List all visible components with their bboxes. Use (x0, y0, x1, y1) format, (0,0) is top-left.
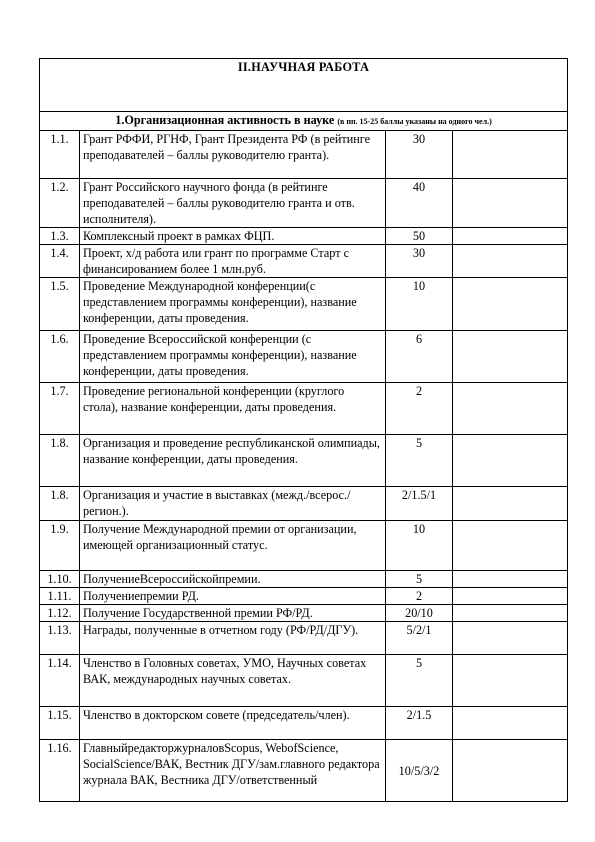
table-row (40, 707, 568, 740)
row-points: 5 (386, 435, 453, 487)
row-number: 1.11. (40, 588, 80, 605)
row-empty-cell (453, 228, 568, 245)
row-description: ПолучениеВсероссийскойпремии. (80, 571, 386, 588)
row-number: 1.15. (40, 707, 80, 740)
row-empty-cell (453, 245, 568, 278)
row-description: Комплексный проект в рамках ФЦП. (80, 228, 386, 245)
row-empty-cell (453, 487, 568, 521)
row-number: 1.14. (40, 655, 80, 707)
row-description: Грант РФФИ, РГНФ, Грант Президента РФ (в рейтинге преподавателей – баллы руководителю гранта). (80, 131, 386, 179)
row-number: 1.10. (40, 571, 80, 588)
table-row (40, 605, 568, 622)
row-points: 40 (386, 179, 453, 228)
row-description: Награды, полученные в отчетном году (РФ/РД/ДГУ). (80, 622, 386, 655)
table-row (40, 331, 568, 383)
row-points: 6 (386, 331, 453, 383)
row-points: 5/2/1 (386, 622, 453, 655)
row-description: Получениепремии РД. (80, 588, 386, 605)
table-row (40, 383, 568, 435)
row-points: 10/5/3/2 (386, 740, 453, 802)
table-row (40, 131, 568, 179)
table-row (40, 521, 568, 571)
row-empty-cell (453, 331, 568, 383)
row-points: 10 (386, 521, 453, 571)
scoring-table (39, 58, 568, 802)
row-points: 5 (386, 655, 453, 707)
table-row (40, 245, 568, 278)
row-points: 2/1.5/1 (386, 487, 453, 521)
table-row (40, 179, 568, 228)
row-points: 5 (386, 571, 453, 588)
row-number: 1.3. (40, 228, 80, 245)
row-description: ГлавныйредакторжурналовScopus, WebofScience, SocialScience/ВАК, Вестник ДГУ/зам.главного редактора журнала ВАК, Вестника ДГУ/ответственный (80, 740, 386, 802)
row-description: Проведение Всероссийской конференции (с представлением программы конференции), название конференции, даты проведения. (80, 331, 386, 383)
row-number: 1.2. (40, 179, 80, 228)
row-description: Получение Международной премии от организации, имеющей организационный статус. (80, 521, 386, 571)
row-description: Получение Государственной премии РФ/РД. (80, 605, 386, 622)
row-description: Проведение региональной конференции (круглого стола), название конференции, даты проведения. (80, 383, 386, 435)
subsection-note: (в пп. 15-25 баллы указаны на одного чел.) (337, 117, 492, 126)
row-empty-cell (453, 278, 568, 331)
row-points: 2 (386, 383, 453, 435)
table-row (40, 228, 568, 245)
table-row (40, 571, 568, 588)
row-points: 20/10 (386, 605, 453, 622)
table-row (40, 435, 568, 487)
row-empty-cell (453, 655, 568, 707)
row-number: 1.16. (40, 740, 80, 802)
row-number: 1.1. (40, 131, 80, 179)
table-row (40, 740, 568, 802)
row-number: 1.8. (40, 487, 80, 521)
row-points: 50 (386, 228, 453, 245)
row-description: Организация и проведение республиканской олимпиады, название конференции, даты проведения. (80, 435, 386, 487)
row-description: Проведение Международной конференции(с представлением программы конференции), название конференции, даты проведения. (80, 278, 386, 331)
row-empty-cell (453, 435, 568, 487)
row-number: 1.9. (40, 521, 80, 571)
row-empty-cell (453, 131, 568, 179)
table-row (40, 588, 568, 605)
subsection-row (40, 112, 568, 131)
table-row (40, 655, 568, 707)
row-description: Организация и участие в выставках (межд./всерос./регион.). (80, 487, 386, 521)
row-number: 1.8. (40, 435, 80, 487)
row-empty-cell (453, 383, 568, 435)
row-empty-cell (453, 605, 568, 622)
row-description: Проект, х/д работа или грант по программе Старт с финансированием более 1 млн.руб. (80, 245, 386, 278)
row-points: 2 (386, 588, 453, 605)
row-empty-cell (453, 588, 568, 605)
row-description: Членство в Головных советах, УМО, Научных советах ВАК, международных научных советах. (80, 655, 386, 707)
row-empty-cell (453, 571, 568, 588)
row-description: Грант Российского научного фонда (в рейтинге преподавателей – баллы руководителю гранта и отв. исполнителя). (80, 179, 386, 228)
row-points: 30 (386, 245, 453, 278)
table-row (40, 622, 568, 655)
table-row (40, 487, 568, 521)
row-number: 1.13. (40, 622, 80, 655)
subsection-title: 1.Организационная активность в науке (115, 113, 335, 127)
row-number: 1.12. (40, 605, 80, 622)
row-empty-cell (453, 740, 568, 802)
section-title: II.НАУЧНАЯ РАБОТА (40, 59, 568, 112)
row-number: 1.7. (40, 383, 80, 435)
row-empty-cell (453, 707, 568, 740)
row-points: 2/1.5 (386, 707, 453, 740)
subsection-header (40, 112, 568, 131)
row-number: 1.6. (40, 331, 80, 383)
section-title-row (40, 59, 568, 112)
row-number: 1.4. (40, 245, 80, 278)
row-points: 10 (386, 278, 453, 331)
row-empty-cell (453, 622, 568, 655)
row-description: Членство в докторском совете (председатель/член). (80, 707, 386, 740)
row-empty-cell (453, 179, 568, 228)
row-number: 1.5. (40, 278, 80, 331)
table-row (40, 278, 568, 331)
row-points: 30 (386, 131, 453, 179)
row-empty-cell (453, 521, 568, 571)
